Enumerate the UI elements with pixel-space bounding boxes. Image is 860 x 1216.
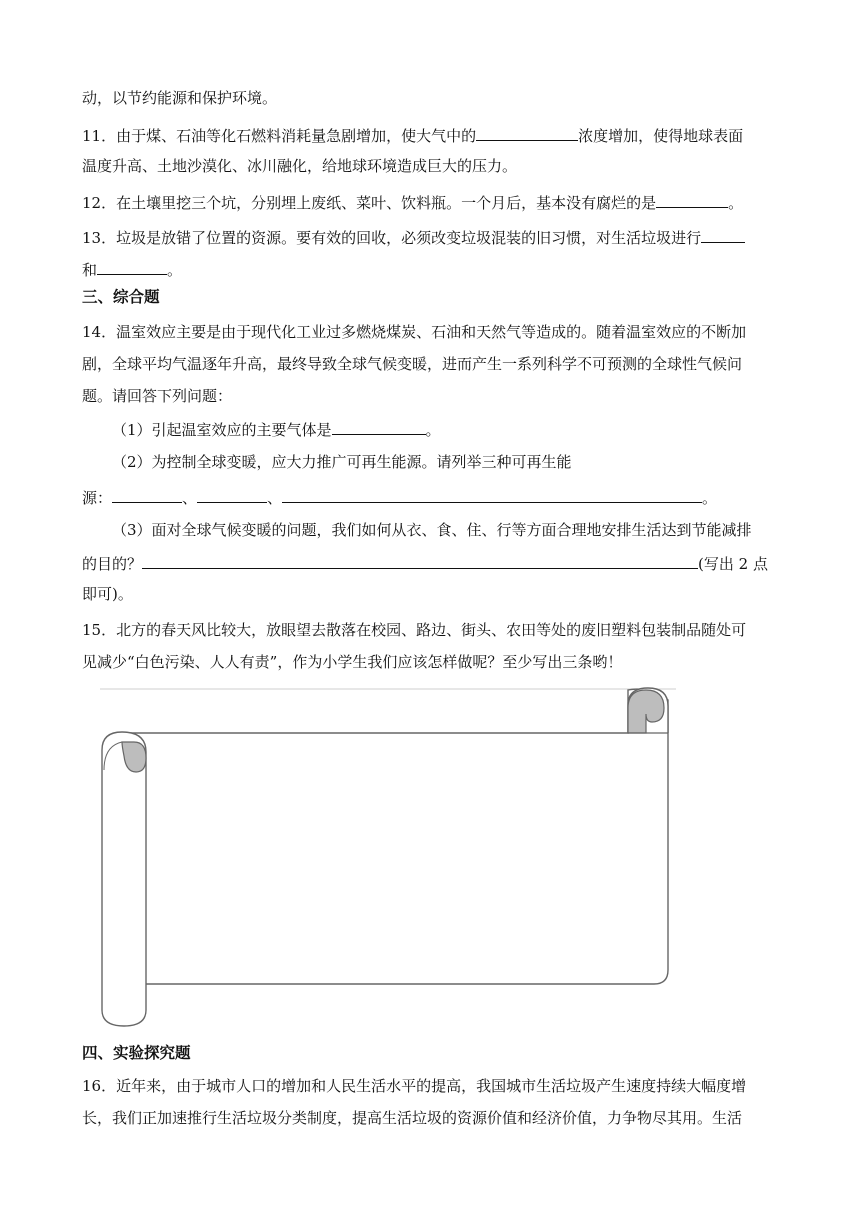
question-14-sub-2-answers: 源： 、 、 。 bbox=[82, 486, 717, 508]
question-13-line-1: 13．垃圾是放错了位置的资源。要有效的回收，必须改变垃圾混装的旧习惯，对生活垃圾进行 bbox=[82, 226, 745, 248]
question-14-sub-3-line-3: 即可)。 bbox=[82, 585, 133, 603]
question-11-line-2: 温度升高、土地沙漠化、冰川融化，给地球环境造成巨大的压力。 bbox=[82, 157, 518, 175]
question-13-line-2: 和 。 bbox=[82, 258, 182, 280]
question-14-sub-3-line-2: 的目的？ (写出 2 点 bbox=[82, 552, 768, 574]
question-14-sub-2: （2）为控制全球变暖，应大力推广可再生能源。请列举三种可再生能 bbox=[112, 453, 572, 471]
question-14-line-1: 14．温室效应主要是由于现代化工业过多燃烧煤炭、石油和天然气等造成的。随着温室效应的不断加 bbox=[82, 323, 747, 341]
section-heading-3: 三、综合题 bbox=[82, 288, 160, 306]
text-line: 动，以节约能源和保护环境。 bbox=[82, 89, 278, 107]
question-14-line-3: 题。请回答下列问题： bbox=[82, 387, 233, 405]
question-14-line-2: 剧，全球平均气温逐年升高，最终导致全球气候变暖，进而产生一系列科学不可预测的全球性气候问 bbox=[82, 355, 743, 373]
question-16-line-1: 16．近年来，由于城市人口的增加和人民生活水平的提高，我国城市生活垃圾产生速度持续大幅度增 bbox=[82, 1077, 747, 1095]
section-heading-4: 四、实验探究题 bbox=[82, 1044, 191, 1062]
question-15-line-1: 15．北方的春天风比较大，放眼望去散落在校园、路边、街头、农田等处的废旧塑料包装制品随处可 bbox=[82, 621, 747, 639]
question-11-line-1: 11．由于煤、石油等化石燃料消耗量急剧增加，使大气中的 浓度增加，使得地球表面 bbox=[82, 124, 743, 146]
question-14-sub-1: （1）引起温室效应的主要气体是 。 bbox=[112, 418, 441, 440]
question-16-line-2: 长，我们正加速推行生活垃圾分类制度，提高生活垃圾的资源价值和经济价值，力争物尽其用。生活 bbox=[82, 1109, 743, 1127]
question-15-line-2: 见减少“白色污染、人人有责”，作为小学生我们应该怎样做呢？至少写出三条哟！ bbox=[82, 653, 623, 671]
question-12: 12．在土壤里挖三个坑，分别埋上废纸、菜叶、饮料瓶。一个月后，基本没有腐烂的是 。 bbox=[82, 191, 743, 213]
question-14-sub-3-line-1: （3）面对全球气候变暖的问题，我们如何从衣、食、住、行等方面合理地安排生活达到节能减排 bbox=[112, 521, 752, 539]
